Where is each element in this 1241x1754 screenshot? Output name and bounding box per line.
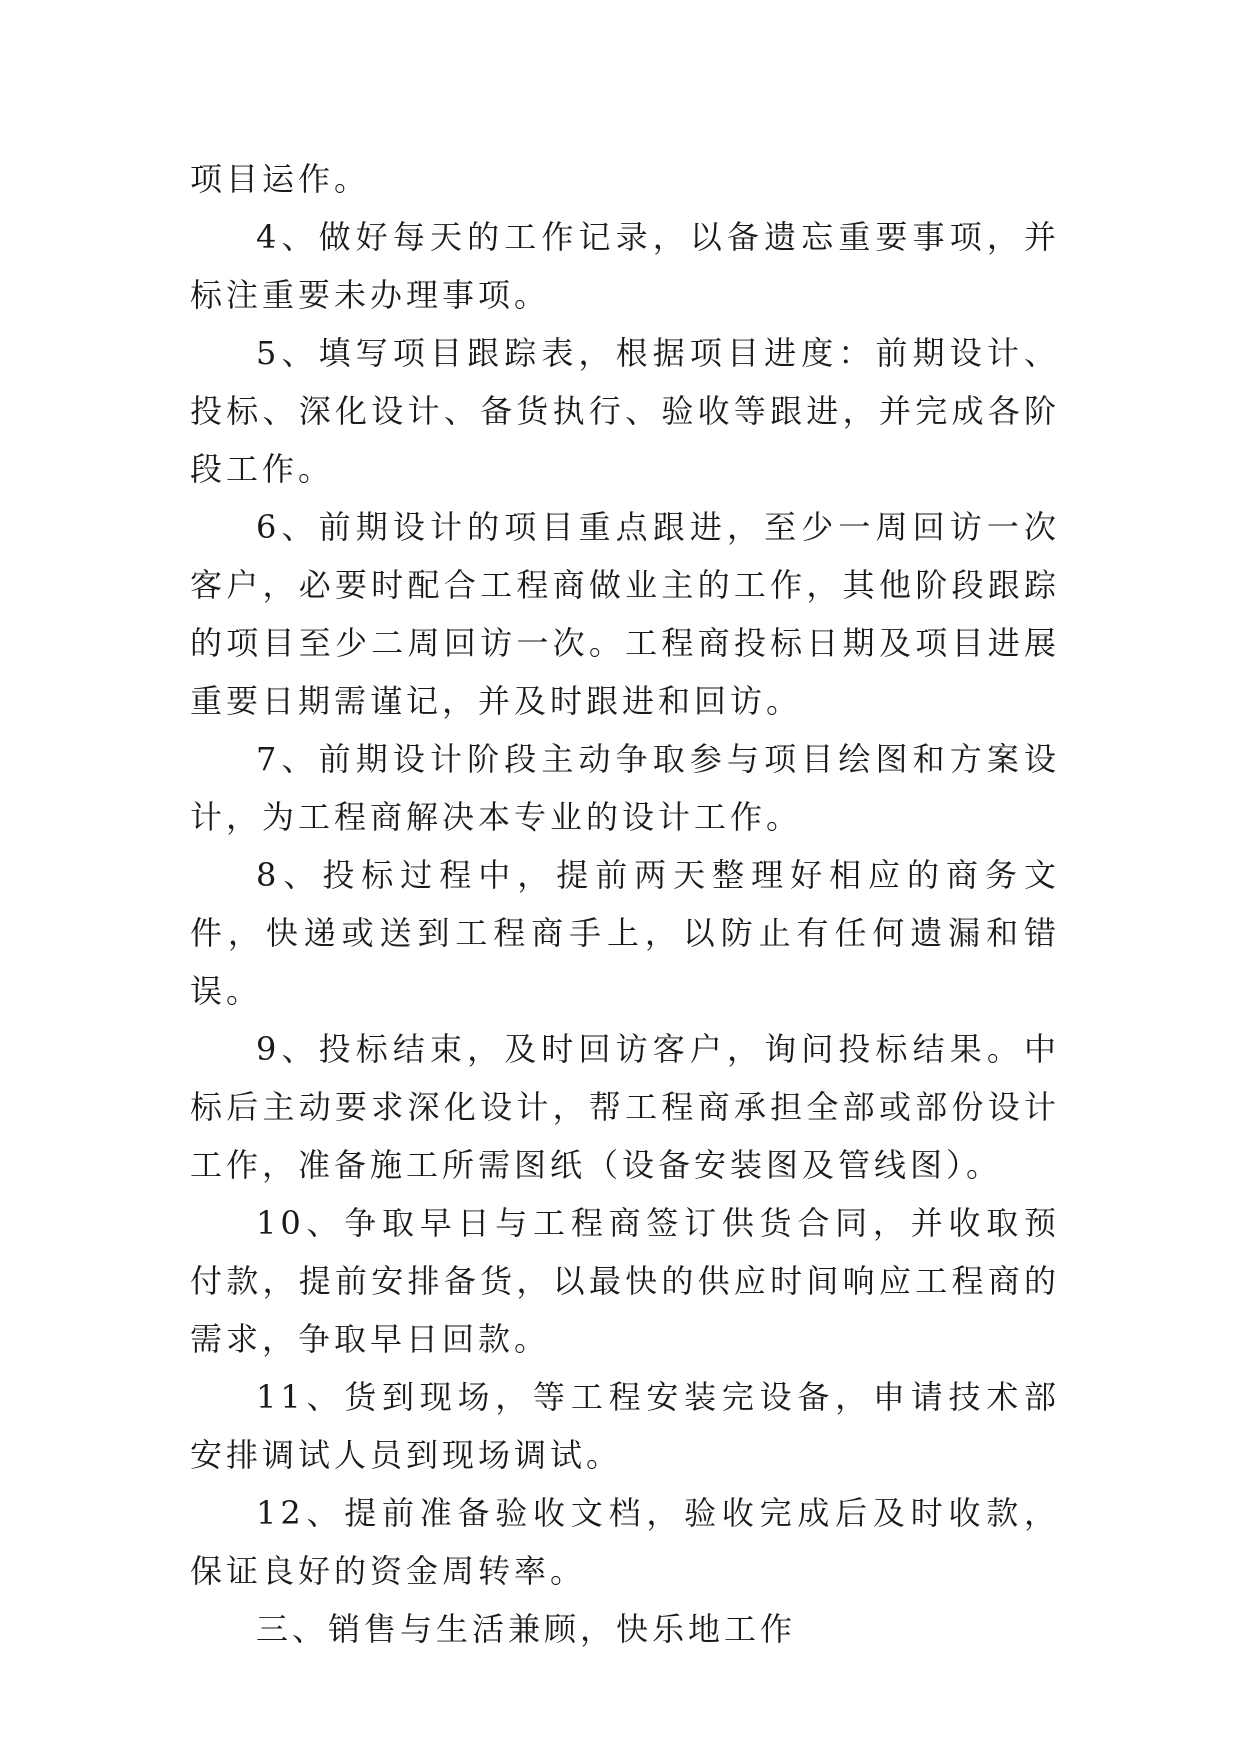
paragraph-item-6: 6、前期设计的项目重点跟进，至少一周回访一次客户，必要时配合工程商做业主的工作，其他阶段跟踪的项目至少二周回访一次。工程商投标日期及项目进展重要日期需谨记，并及时跟进和回访。 xyxy=(190,508,1060,720)
body-text xyxy=(190,150,1060,1658)
paragraph-0: 项目运作。 xyxy=(190,160,371,198)
paragraph-item-11: 11、货到现场，等工程安装完设备，申请技术部安排调试人员到现场调试。 xyxy=(190,1378,1060,1474)
paragraph-item-5: 5、填写项目跟踪表，根据项目进度：前期设计、投标、深化设计、备货执行、验收等跟进，并完成各阶段工作。 xyxy=(190,334,1060,488)
paragraph-item-9: 9、投标结束，及时回访客户，询问投标结果。中标后主动要求深化设计，帮工程商承担全部或部份设计工作，准备施工所需图纸（设备安装图及管线图）。 xyxy=(190,1030,1060,1184)
paragraph-item-10: 10、争取早日与工程商签订供货合同，并收取预付款，提前安排备货，以最快的供应时间响应工程商的需求，争取早日回款。 xyxy=(190,1204,1060,1358)
paragraph-item-8: 8、投标过程中，提前两天整理好相应的商务文件，快递或送到工程商手上，以防止有任何遗漏和错误。 xyxy=(190,856,1060,1010)
paragraph-item-4: 4、做好每天的工作记录，以备遗忘重要事项，并标注重要未办理事项。 xyxy=(190,218,1060,314)
paragraph-item-7: 7、前期设计阶段主动争取参与项目绘图和方案设计，为工程商解决本专业的设计工作。 xyxy=(190,740,1060,836)
paragraph-item-12: 12、提前准备验收文档，验收完成后及时收款，保证良好的资金周转率。 xyxy=(190,1494,1060,1590)
section-heading: 三、销售与生活兼顾，快乐地工作 xyxy=(256,1610,797,1648)
